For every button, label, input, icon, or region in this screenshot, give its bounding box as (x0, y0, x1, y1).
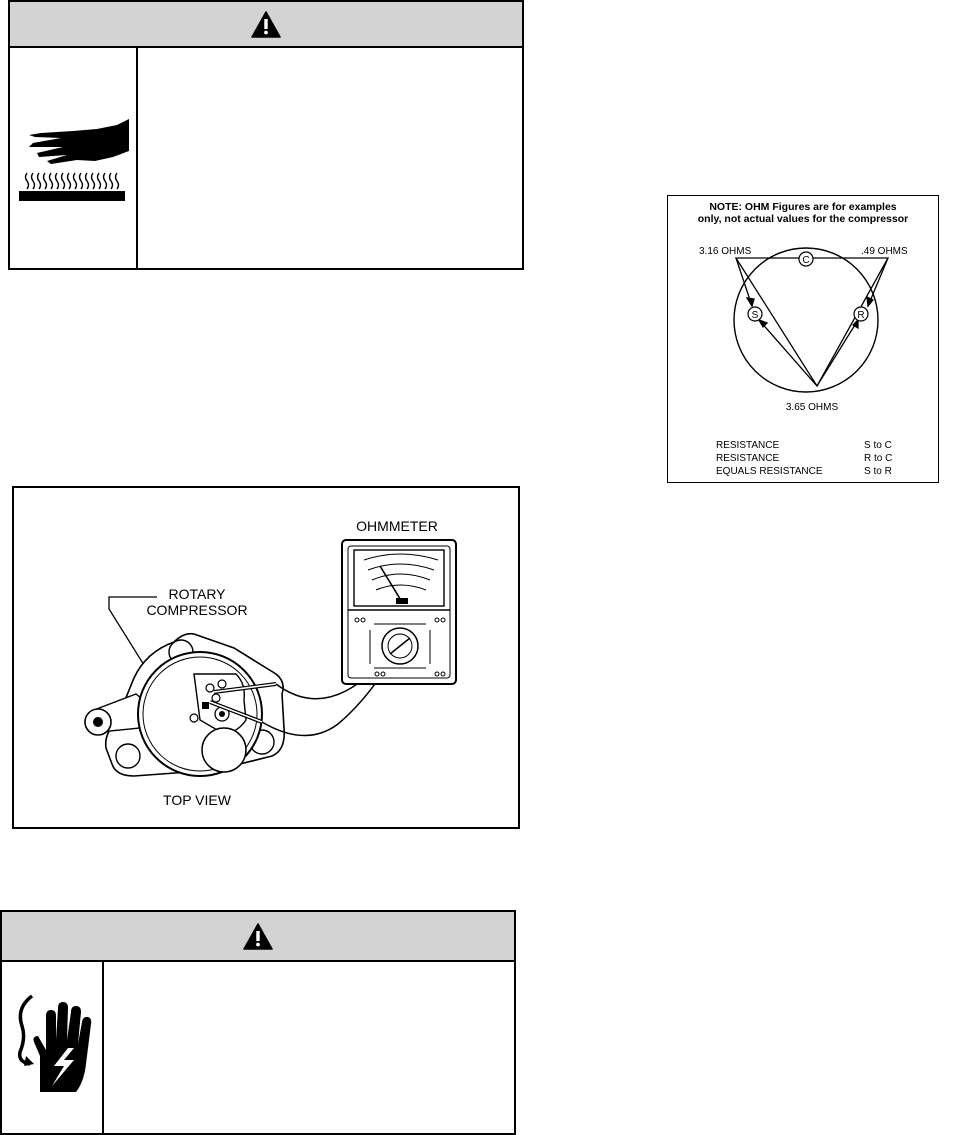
terminal-c-label: C (802, 255, 810, 266)
ohm-value-s-to-c: 3.16 OHMS (699, 246, 752, 257)
warning-header-bottom (2, 912, 514, 962)
compressor-label-line1: ROTARY (168, 586, 226, 602)
table-row-2-label: RESISTANCE (716, 453, 780, 464)
hot-surface-hand-icon (17, 107, 129, 207)
table-row-1-value: S to C (864, 440, 892, 451)
ohm-value-r-to-c: .49 OHMS (861, 246, 908, 257)
ohm-value-s-to-r: 3.65 OHMS (785, 402, 839, 413)
ohm-resistance-diagram (667, 195, 939, 483)
electric-shock-hand-icon (10, 992, 94, 1102)
electric-shock-icon-cell (2, 960, 104, 1133)
ohmmeter (342, 540, 456, 684)
hot-surface-warning-box (8, 0, 524, 270)
exclamation-triangle-icon (251, 11, 281, 38)
table-row-3-value: S to R (864, 466, 892, 477)
compressor-ohmmeter-figure (12, 486, 520, 829)
hot-surface-icon-cell (10, 46, 138, 268)
top-view-label: TOP VIEW (163, 792, 231, 808)
warning-header (10, 2, 522, 48)
ohm-diagram-drawing (668, 196, 937, 481)
terminal-s-label: S (751, 310, 759, 321)
table-row-2-value: R to C (864, 453, 893, 464)
compressor-label-line2: COMPRESSOR (146, 602, 248, 618)
table-row-3-label: EQUALS RESISTANCE (716, 466, 823, 477)
compressor-ohmmeter-drawing (14, 488, 518, 827)
hot-surface-warning-text (138, 46, 522, 268)
electric-shock-warning-box (0, 910, 516, 1135)
ohm-note-line2: only, not actual values for the compressor (697, 213, 909, 225)
exclamation-triangle-icon (243, 923, 273, 950)
table-row-1-label: RESISTANCE (716, 440, 780, 451)
ohm-note-line1: NOTE: OHM Figures are for examples (709, 201, 897, 213)
electric-shock-warning-text (104, 960, 514, 1133)
ohmmeter-label: OHMMETER (356, 518, 438, 534)
resistance-table (716, 440, 892, 477)
terminal-r-label: R (857, 310, 865, 321)
